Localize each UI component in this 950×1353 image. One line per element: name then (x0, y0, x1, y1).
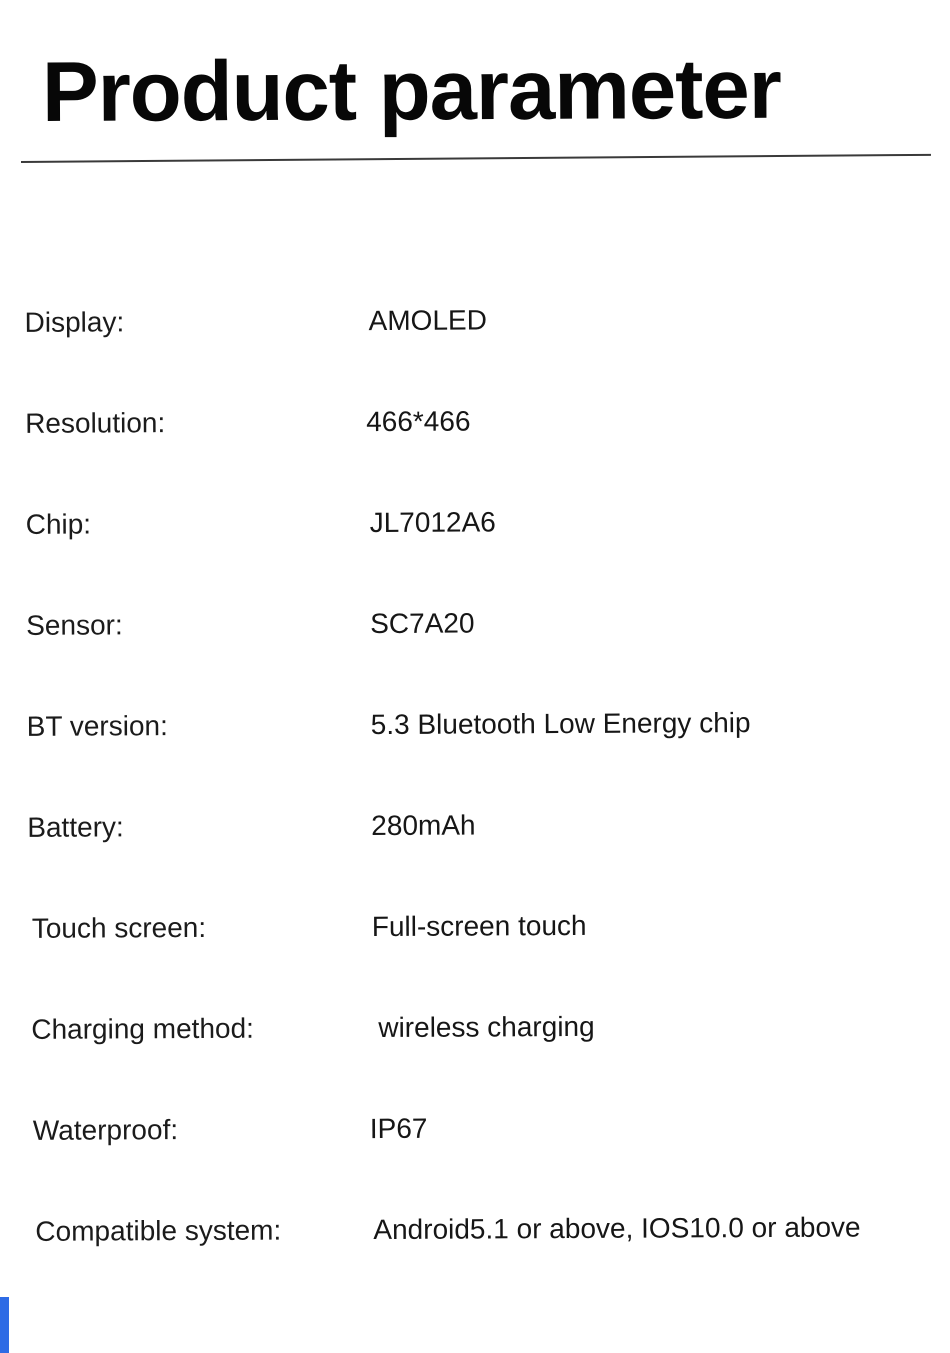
spec-label: Chip: (25, 508, 92, 540)
spec-label: Display: (24, 305, 125, 338)
spec-value: 280mAh (371, 809, 476, 841)
spec-value: wireless charging (378, 1010, 595, 1043)
spec-label: Resolution: (25, 406, 166, 439)
spec-value: 5.3 Bluetooth Low Energy chip (370, 706, 751, 740)
spec-value: SC7A20 (370, 607, 475, 639)
spec-row-charging-method (1, 974, 950, 1080)
spec-row-sensor (0, 570, 949, 676)
spec-label: Charging method: (31, 1012, 254, 1045)
spec-row-compatible-system (2, 1176, 950, 1282)
spec-label: Battery: (27, 810, 124, 843)
spec-row-display (0, 267, 948, 373)
spec-label: BT version: (26, 709, 168, 742)
spec-value: AMOLED (368, 303, 487, 336)
spec-row-chip (0, 469, 949, 575)
spec-value: JL7012A6 (369, 505, 496, 538)
spec-label: Touch screen: (31, 911, 207, 944)
spec-label: Compatible system: (35, 1214, 282, 1247)
spec-row-resolution (0, 368, 948, 474)
spec-label: Waterproof: (32, 1113, 179, 1146)
corner-accent-bar (0, 1297, 9, 1353)
spec-row-battery (0, 772, 950, 878)
spec-value: Full-screen touch (371, 909, 587, 942)
spec-row-touch-screen (1, 873, 950, 979)
spec-row-waterproof (2, 1075, 950, 1181)
spec-value: IP67 (369, 1112, 428, 1144)
spec-label: Sensor: (26, 608, 123, 641)
page-title: Product parameter (41, 41, 781, 140)
title-divider-line (21, 154, 931, 163)
spec-value: Android5.1 or above, IOS10.0 or above (373, 1211, 861, 1245)
spec-value: 466*466 (366, 405, 471, 437)
spec-list (0, 267, 950, 1282)
spec-row-bt-version (0, 671, 950, 777)
